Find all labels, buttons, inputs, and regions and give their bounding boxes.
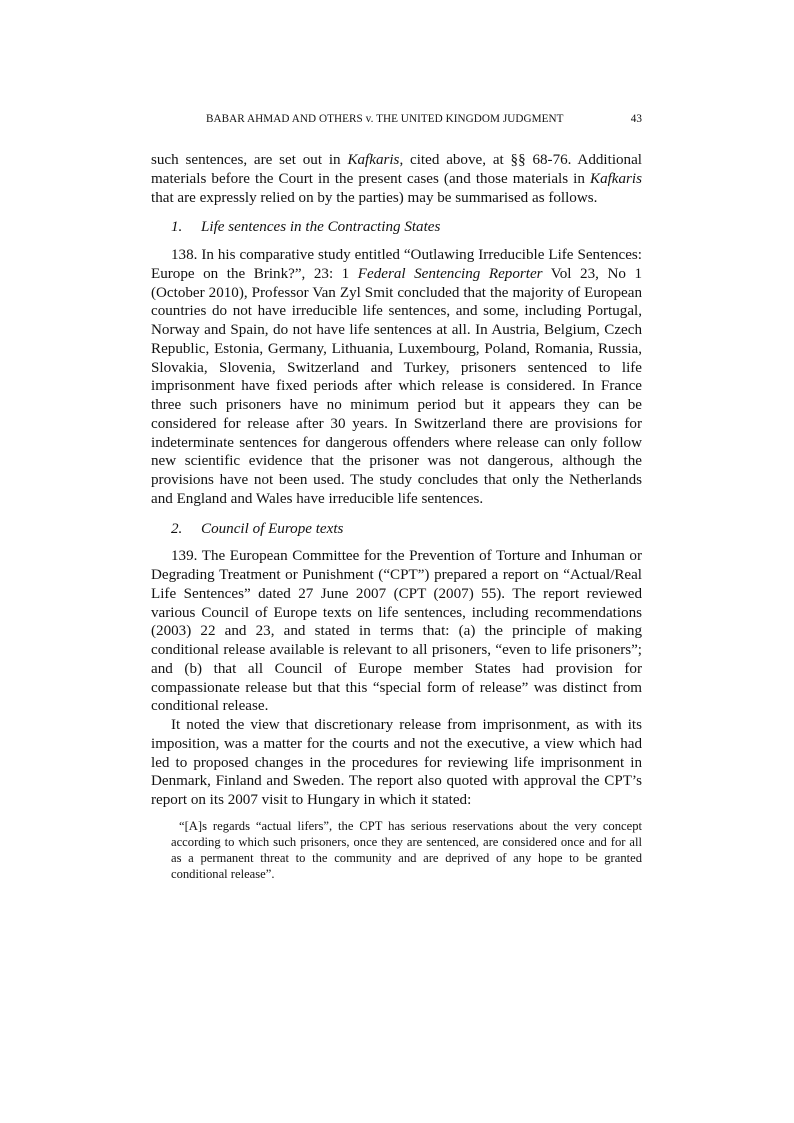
section-title: Council of Europe texts (201, 520, 344, 537)
paragraph-139: 139. The European Committee for the Prevention of Torture and Inhuman or Degrading Treatment or Punishment (“CPT”) prepared a report on “Actual/Real Life Sentences” dated 27 June 2007 (CPT (2007) 55). The report reviewed various Council of Europe texts on life sentences, including recommendations (2003) 22 and 23, and stated in terms that: (a) the principle of making conditional release available is relevant to all prisoners, “even to life prisoners”; and (b) that all Council of Europe member States had provision for compassionate release but that this “special form of release” was distinct from conditional release. (151, 548, 642, 715)
header-title: BABAR AHMAD AND OTHERS v. THE UNITED KINGDOM JUDGMENT (206, 113, 564, 125)
paragraph-139-continued: It noted the view that discretionary release from imprisonment, as with its imposition, was a matter for the courts and not the executive, a view which had led to proposed changes in the procedures for reviewing life imprisonment in Denmark, Finland and Sweden. The report also quoted with approval the CPT’s report on its 2007 visit to Hungary in which it stated: (151, 717, 642, 808)
section-number: 1. (171, 219, 183, 236)
para138-text-b: Vol 23, No 1 (October 2010), Professor Van Zyl Smit concluded that the majority of European countries do not have irreducible life sentences, and some, including Portugal, Norway and Spain, do not have life sentences at all. In Austria, Belgium, Czech Republic, Estonia, Germany, Lithuania, Luxembourg, Poland, Romania, Russia, Slovakia, Slovenia, Switzerland and Turkey, prisoners sentenced to life imprisonment have fixed periods after which release is considered. In France three such prisoners have no minimum period but it appears they can be considered for release after 30 years. In Switzerland there are provisions for indeterminate sentences for dangerous offenders where release can only follow new scientific evidence that the prisoner was not dangerous, although the provisions have not been used. The study concludes that only the Netherlands and England and Wales have irreducible life sentences. (151, 265, 642, 507)
intro-text-c: that are expressly relied on by the parties) may be summarised as follows. (151, 189, 598, 206)
case-name-kafkaris: Kafkaris (590, 170, 642, 187)
para138-text-a: 138. In his comparative study entitled “Outlawing Irreducible Life Sentences: Europe on the Brink?”, 23: 1 (151, 247, 642, 282)
intro-text-b: , cited above, at §§ 68-76. Additional materials before the Court in the present cases (and those materials in (151, 152, 642, 187)
paragraph-138 (151, 246, 642, 509)
intro-paragraph (151, 151, 642, 207)
section-heading-1 (151, 218, 642, 237)
running-header (151, 113, 642, 129)
intro-text-a: such sentences, are set out in (151, 152, 348, 168)
section-title: Life sentences in the Contracting States (201, 219, 441, 236)
section-heading-2 (151, 520, 642, 539)
case-name-kafkaris: Kafkaris (347, 152, 400, 168)
journal-title: Federal Sentencing Reporter (357, 265, 543, 282)
section-number: 2. (171, 520, 183, 537)
body-text (151, 151, 642, 882)
page-number: 43 (630, 113, 642, 125)
block-quote: “[A]s regards “actual lifers”, the CPT has serious reservations about the very concept according to which such prisoners, once they are sentenced, are considered once and for all as a permanent threat to the community and are deprived of any hope to be granted conditional release”. (171, 818, 642, 881)
